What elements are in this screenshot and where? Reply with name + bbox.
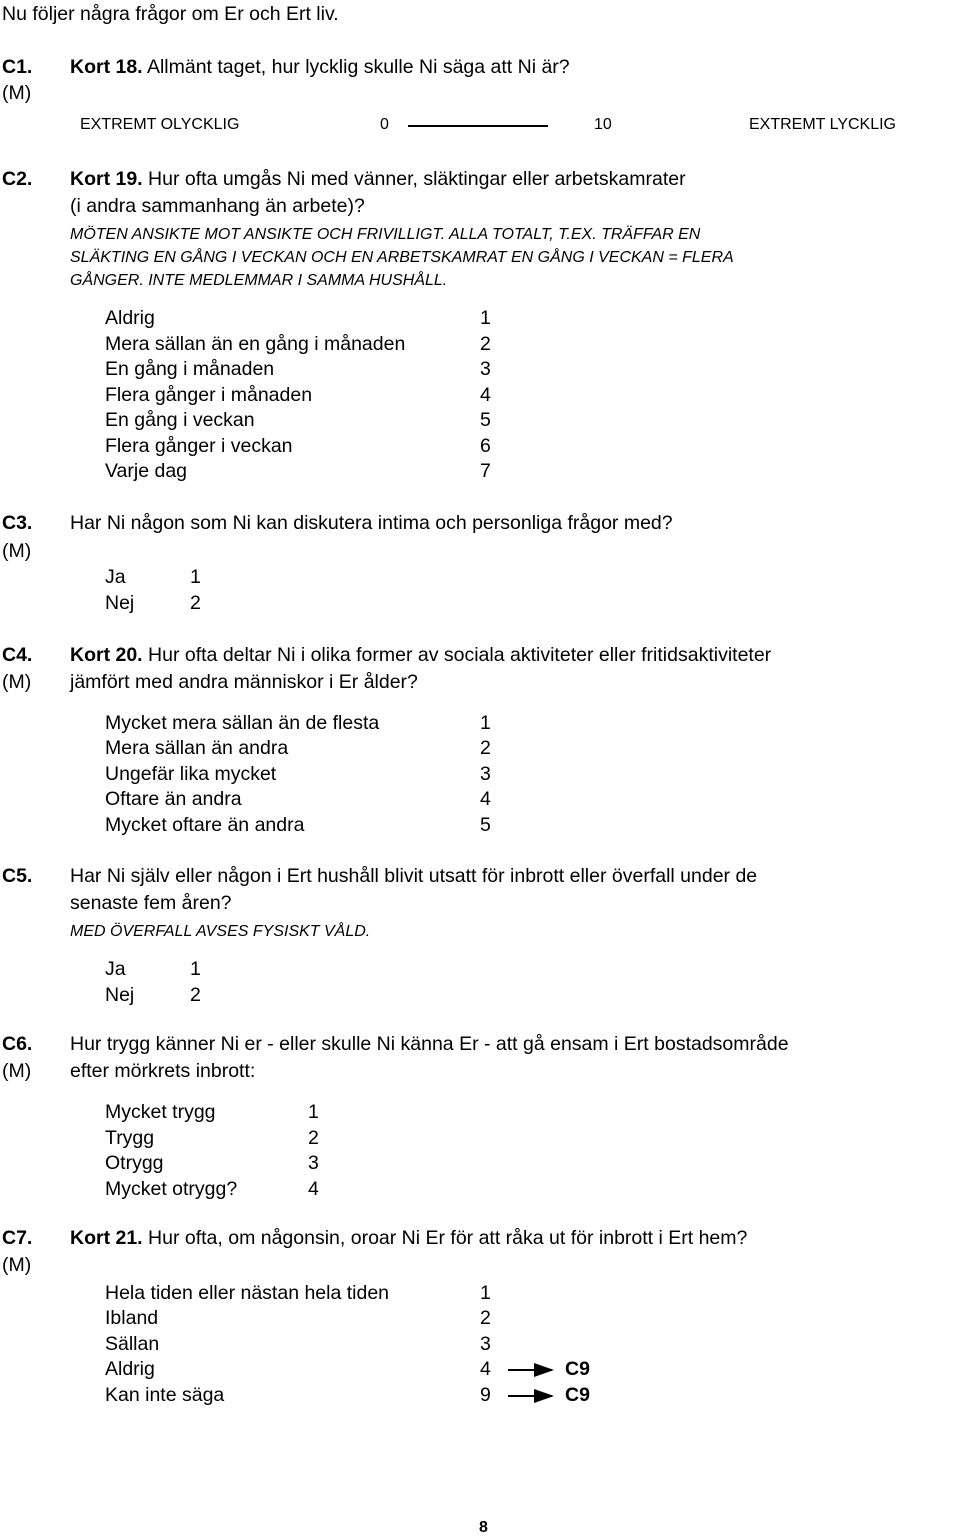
option-label: Aldrig <box>105 307 155 329</box>
option-label: Nej <box>105 592 135 614</box>
option-label: Mera sällan än en gång i månaden <box>105 333 406 355</box>
option-label: Otrygg <box>105 1152 164 1174</box>
intro-text: Nu följer några frågor om Er och Ert liv. <box>2 3 339 25</box>
option-code: 3 <box>480 1333 491 1355</box>
mode-c3: (M) <box>2 540 32 562</box>
option-code: 5 <box>480 814 491 836</box>
option-label: Mycket otrygg? <box>105 1178 238 1200</box>
question-text-c2-line2: (i andra sammanhang än arbete)? <box>70 195 365 217</box>
option-code: 3 <box>480 763 491 785</box>
option-label: Varje dag <box>105 460 188 482</box>
question-number-c6: C6. <box>2 1033 33 1055</box>
option-label: Mycket oftare än andra <box>105 814 305 836</box>
option-code: 3 <box>480 358 491 380</box>
page-number: 8 <box>479 1519 488 1536</box>
scale-right-label: EXTREMT LYCKLIG <box>749 116 896 133</box>
question-text-c4-line2: jämfört med andra människor i Er ålder? <box>70 671 418 693</box>
option-code: 1 <box>190 958 201 980</box>
instruction-c2-line1: MÖTEN ANSIKTE MOT ANSIKTE OCH FRIVILLIGT. ALLA TOTALT, T.EX. TRÄFFAR EN <box>70 226 701 243</box>
instruction-c2-line3: GÅNGER. INTE MEDLEMMAR I SAMMA HUSHÅLL. <box>70 272 448 289</box>
instruction-c2-line2: SLÄKTING EN GÅNG I VECKAN OCH EN ARBETSKAMRAT EN GÅNG I VECKAN = FLERA <box>70 249 734 266</box>
option-code: 4 <box>480 788 491 810</box>
question-text-c6-line2: efter mörkrets inbrott: <box>70 1060 256 1082</box>
mode-c4: (M) <box>2 671 32 693</box>
option-code: 2 <box>480 737 491 759</box>
kort-label-c7: Kort 21. <box>70 1227 143 1249</box>
option-label: Hela tiden eller nästan hela tiden <box>105 1282 390 1304</box>
option-label: Trygg <box>105 1127 155 1149</box>
option-code: 4 <box>308 1178 319 1200</box>
option-code: 1 <box>480 1282 491 1304</box>
option-code: 2 <box>480 333 491 355</box>
option-code: 2 <box>308 1127 319 1149</box>
question-number-c4: C4. <box>2 644 33 666</box>
mode-c1: (M) <box>2 82 32 104</box>
kort-label-c2: Kort 19. <box>70 168 143 190</box>
option-label: En gång i månaden <box>105 358 275 380</box>
question-body-c4: Hur ofta deltar Ni i olika former av sociala aktiviteter eller fritidsaktiviteter <box>148 644 772 666</box>
question-number-c5: C5. <box>2 865 33 887</box>
option-code: 7 <box>480 460 491 482</box>
scale-min: 0 <box>380 116 389 133</box>
option-code: 1 <box>480 712 491 734</box>
question-body-c2: Hur ofta umgås Ni med vänner, släktingar eller arbetskamrater <box>148 168 686 190</box>
skip-target: C9 <box>565 1358 590 1380</box>
mode-c7: (M) <box>2 1254 32 1276</box>
scale-max: 10 <box>594 116 612 133</box>
option-label: Ungefär lika mycket <box>105 763 277 785</box>
option-label: Ja <box>105 958 126 980</box>
option-label: Flera gånger i månaden <box>105 384 313 406</box>
question-number-c3: C3. <box>2 512 33 534</box>
option-label: Aldrig <box>105 1358 155 1380</box>
option-label: Ibland <box>105 1307 159 1329</box>
option-label: Mycket trygg <box>105 1101 216 1123</box>
option-code: 2 <box>190 592 201 614</box>
question-text-c7 <box>70 1227 747 1250</box>
option-label: Nej <box>105 984 135 1006</box>
question-text-c1 <box>70 56 570 79</box>
option-code: 2 <box>190 984 201 1006</box>
question-body-c1: Allmänt taget, hur lycklig skulle Ni säga att Ni är? <box>146 56 570 78</box>
question-number-c2: C2. <box>2 168 33 190</box>
option-code: 4 <box>480 1358 491 1380</box>
scale-left-label: EXTREMT OLYCKLIG <box>80 116 240 133</box>
question-text-c2 <box>70 168 686 191</box>
option-label: Mera sällan än andra <box>105 737 289 759</box>
option-code: 5 <box>480 409 491 431</box>
option-code: 1 <box>308 1101 319 1123</box>
question-number-c1: C1. <box>2 56 33 78</box>
option-code: 4 <box>480 384 491 406</box>
option-label: Sällan <box>105 1333 160 1355</box>
option-code: 1 <box>480 307 491 329</box>
option-code: 9 <box>480 1384 491 1406</box>
option-code: 3 <box>308 1152 319 1174</box>
kort-label-c4: Kort 20. <box>70 644 143 666</box>
option-label: Mycket mera sällan än de flesta <box>105 712 380 734</box>
scale-line <box>408 125 548 127</box>
skip-arrow-icon <box>508 1395 552 1397</box>
question-text-c4 <box>70 644 771 667</box>
mode-c6: (M) <box>2 1060 32 1082</box>
option-label: Oftare än andra <box>105 788 242 810</box>
question-text-c6: Hur trygg känner Ni er - eller skulle Ni känna Er - att gå ensam i Ert bostadsområde <box>70 1033 789 1055</box>
question-number-c7: C7. <box>2 1227 33 1249</box>
option-code: 6 <box>480 435 491 457</box>
skip-arrow-icon <box>508 1369 552 1371</box>
question-text-c3: Har Ni någon som Ni kan diskutera intima och personliga frågor med? <box>70 512 673 534</box>
option-label: Flera gånger i veckan <box>105 435 293 457</box>
question-text-c5-line2: senaste fem åren? <box>70 892 232 914</box>
question-text-c5: Har Ni själv eller någon i Ert hushåll blivit utsatt för inbrott eller överfall under de <box>70 865 758 887</box>
question-body-c7: Hur ofta, om någonsin, oroar Ni Er för att råka ut för inbrott i Ert hem? <box>148 1227 748 1249</box>
instruction-c5: MED ÖVERFALL AVSES FYSISKT VÅLD. <box>70 923 371 940</box>
kort-label-c1: Kort 18. <box>70 56 143 78</box>
option-code: 2 <box>480 1307 491 1329</box>
option-label: En gång i veckan <box>105 409 255 431</box>
option-label: Ja <box>105 566 126 588</box>
option-code: 1 <box>190 566 201 588</box>
option-label: Kan inte säga <box>105 1384 225 1406</box>
skip-target: C9 <box>565 1384 590 1406</box>
